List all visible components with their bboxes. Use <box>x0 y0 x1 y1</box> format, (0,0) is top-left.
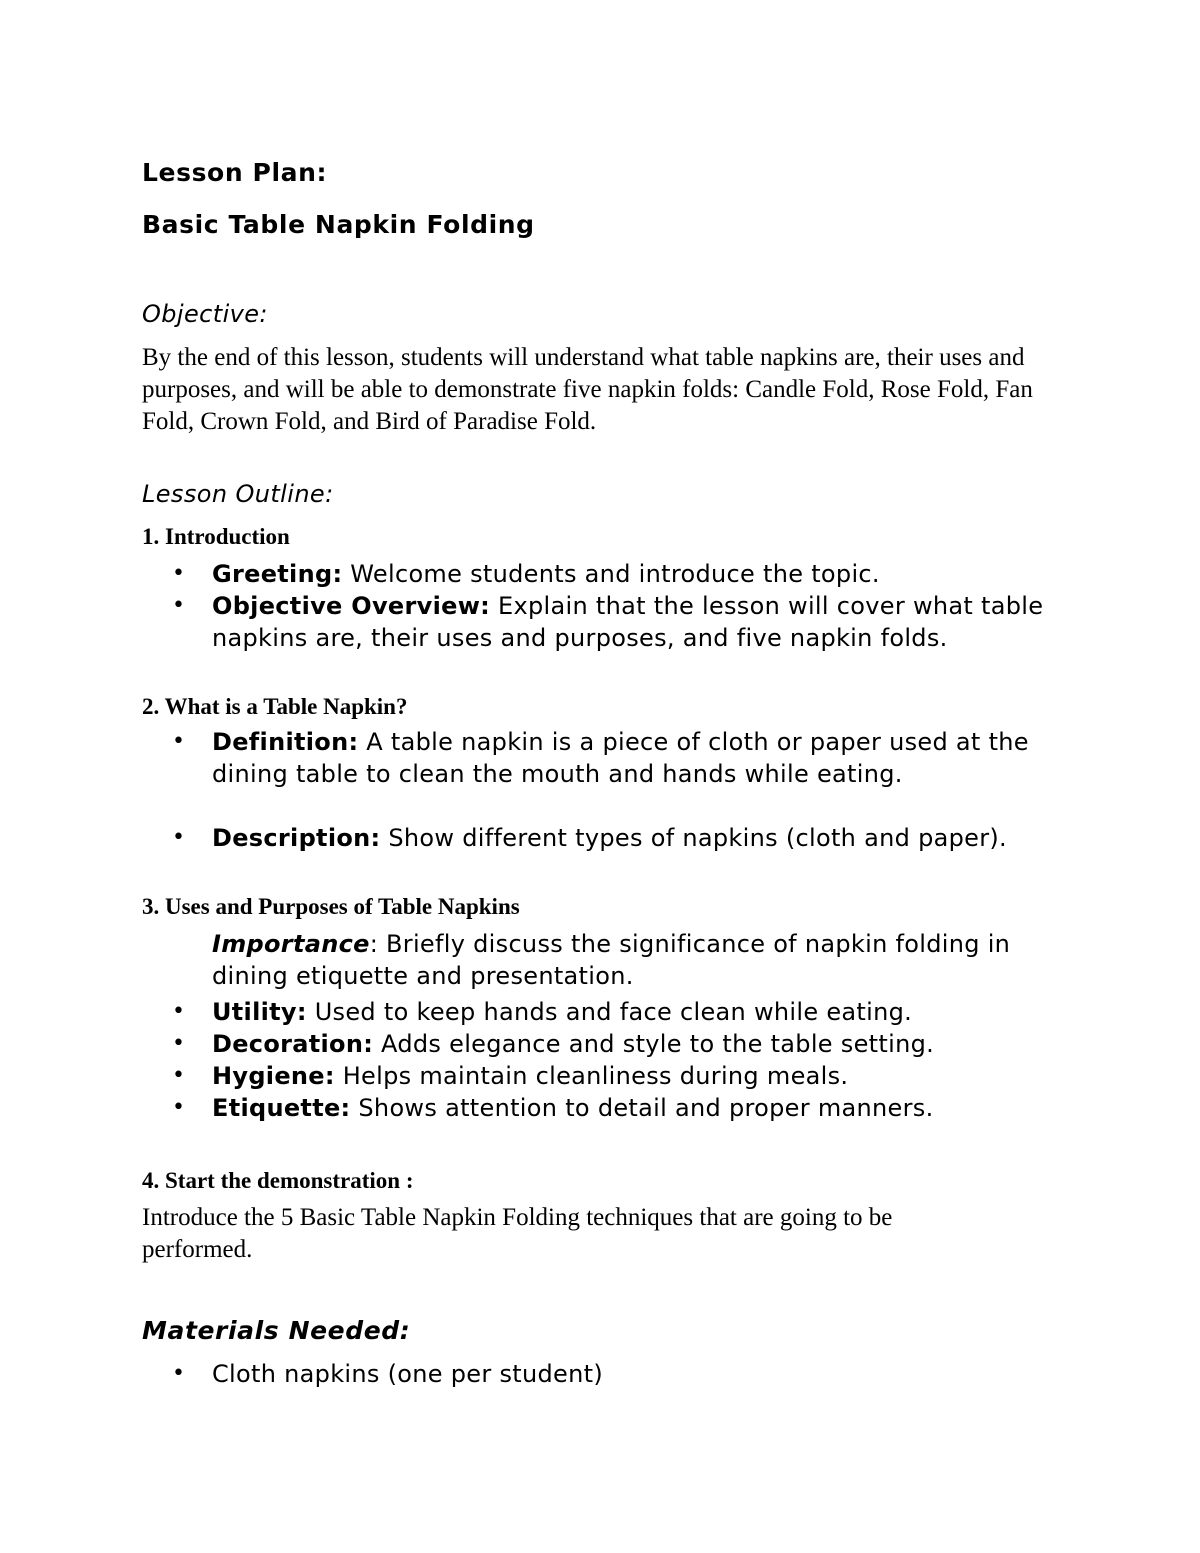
section-title-uses-purposes: 3. Uses and Purposes of Table Napkins <box>142 894 520 919</box>
section-title-demonstration: 4. Start the demonstration : <box>142 1168 414 1193</box>
lesson-outline-heading: Lesson Outline: <box>142 480 334 508</box>
bullet-icon: • <box>172 825 186 850</box>
bullet-icon: • <box>172 1063 186 1088</box>
document-page: Lesson Plan: Basic Table Napkin Folding Objective: By the end of this lesson, students will understand what table napkins are, their uses and purposes, and will be able to demonstrate five napkin folds: Candle Fold, Rose Fold, Fan Fold, Crown Fold, and Bird of Paradise Fold. Lesson Outline: 1. Introduction • Greeting: Welcome students and introduce the topic. • Objective Overview: Explain that the lesson will cover what table napkins are, their uses and purposes, and five napkin folds. 2. What is a Table Napkin? • Definition: A table napkin is a piece of cloth or paper used at the dining table to clean the mouth and hands while eating. • Description: Show different types of napkins (cloth and paper). 3. Uses and Purposes of Table Napkins Importance: Briefly discuss the significance of napkin folding in dining etiquette and presentation. • Utility: Used to keep hands and face clean while eating. • Decoration: Adds elegance and style to the table setting. • Hygiene: Helps maintain cleanliness during meals. • Etiquette: Shows attention to detail and proper manners. 4. Start the demonstration : Introduce the 5 Basic Table Napkin Folding techniques that are going to be performed. Materials Needed: • Cloth napkins (one per student) <box>0 0 1200 1553</box>
objective-heading: Objective: <box>142 300 268 328</box>
bullet-icon: • <box>172 561 186 586</box>
materials-heading: Materials Needed: <box>142 1316 411 1345</box>
objective-text: By the end of this lesson, students will understand what table napkins are, their uses and purposes, and will be able to demonstrate five napkin folds: Candle Fold, Rose Fold, Fan Fold, Crown Fold, and Bird of Paradise Fold. <box>142 344 1033 435</box>
bullet-icon: • <box>172 1031 186 1056</box>
section-title-what-is-napkin: 2. What is a Table Napkin? <box>142 694 408 719</box>
bullet-icon: • <box>172 593 186 618</box>
lesson-title: Basic Table Napkin Folding <box>142 210 535 239</box>
bullet-icon: • <box>172 1095 186 1120</box>
bullet-icon: • <box>172 729 186 754</box>
lesson-plan-title: Lesson Plan: <box>142 158 328 187</box>
demonstration-text: Introduce the 5 Basic Table Napkin Folding techniques that are going to be performed. <box>142 1204 893 1263</box>
bullet-icon: • <box>172 1361 186 1386</box>
section-title-introduction: 1. Introduction <box>142 524 290 549</box>
bullet-icon: • <box>172 999 186 1024</box>
